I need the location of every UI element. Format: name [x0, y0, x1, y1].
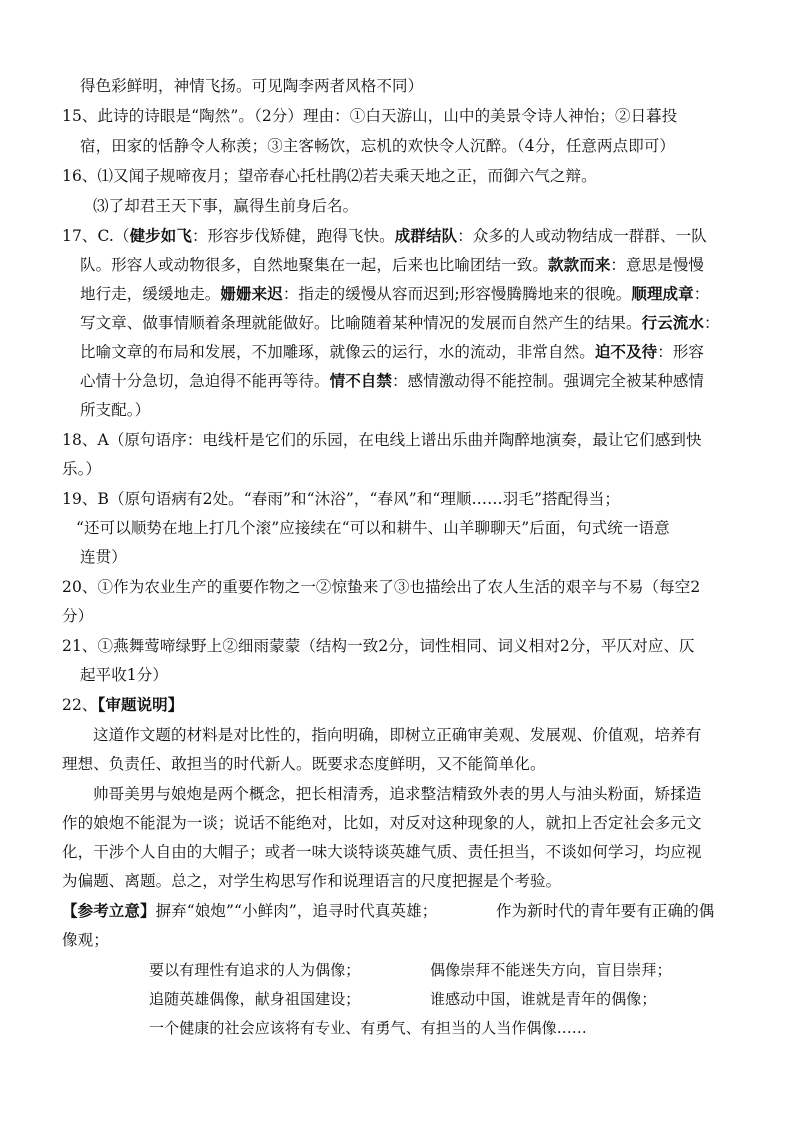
idea-item: 偶像崇拜不能迷失方向，盲目崇拜；	[430, 961, 672, 979]
text: 比喻文章的布局和发展，不加雕琢，就像云的运行，水的流动，非常自然。	[80, 343, 595, 361]
paragraph-line: 理想、负责任、敢担当的时代新人。既要求态度鲜明，又不能简单化。	[62, 755, 546, 773]
text: 地行走，缓缓地走。	[80, 285, 221, 303]
answer-16-line-1: 16、⑴又闻子规啼夜月；望帝春心托杜鹃⑵若夫乘天地之正，而御六气之辩。	[62, 167, 597, 185]
reference-ideas-line-2: 像观；	[62, 931, 109, 949]
answer-20-line-2: 分）	[62, 607, 94, 625]
answer-22-heading	[62, 695, 183, 715]
reference-ideas-line-1b: 作为新时代的青年要有正确的偶	[496, 902, 715, 920]
text-line: 得色彩鲜明，神情飞扬。可见陶李两者风格不同）	[80, 77, 424, 95]
answer-19-line-3: 连贯）	[80, 548, 127, 566]
idiom-term: 迫不及待	[594, 342, 658, 361]
text: ：众多的人或动物结成一群群、一队	[457, 227, 707, 245]
idiom-term: 情不自禁	[329, 371, 393, 390]
idiom-term: 行云流水	[641, 313, 705, 332]
text: ：	[693, 285, 710, 303]
answer-17-line-6	[80, 371, 704, 391]
idiom-term: 顺理成章	[631, 284, 694, 303]
text: ：感情激动得不能控制。强调完全被某种感情	[392, 372, 705, 390]
answer-17-line-1	[62, 226, 707, 246]
answer-17-line-7: 所支配。）	[80, 401, 151, 419]
section-heading: 【审题说明】	[97, 695, 184, 714]
paragraph-line: 这道作文题的材料是对比性的，指向明确，即树立正确审美观、发展观、价值观，培养有	[93, 726, 702, 744]
idiom-term: 姗姗来迟	[220, 284, 283, 303]
text: 心情十分急切，急迫得不能再等待。	[80, 372, 330, 390]
answer-21-line-2: 起平收1分）	[80, 666, 168, 684]
idea-item: 一个健康的社会应该将有专业、有勇气、有担当的人当作偶像……	[149, 1019, 587, 1037]
paragraph-line: 为偏题、离题。总之，对学生构思写作和说理语言的尺度把握是个考验。	[62, 872, 562, 890]
text: ：形容	[657, 343, 705, 361]
answer-15-line-2: 宿，田家的恬静令人称羡；③主客畅饮，忘机的欢快令人沉醉。（4分，任意两点即可）	[80, 137, 676, 155]
answer-17-line-2	[80, 255, 704, 275]
section-heading: 【参考立意】	[62, 901, 156, 920]
idea-item: 要以有理性有追求的人为偶像；	[149, 961, 361, 979]
answer-18-line-2: 乐。）	[62, 460, 102, 478]
idea-item: 追随英雄偶像，献身祖国建设；	[149, 990, 361, 1008]
answer-17-line-5	[80, 342, 704, 362]
answer-15-line-1: 15、此诗的诗眼是“陶然”。（2分）理由：①白天游山，山中的美景令诗人神怡；②日暮投	[62, 107, 678, 125]
reference-ideas-line-1	[62, 901, 437, 921]
answer-17-line-4	[80, 313, 720, 333]
text: ：意思是慢慢	[610, 256, 705, 274]
text: 22、	[62, 696, 98, 714]
paragraph-line: 化，干涉个人自由的大帽子；或者一味大谈特谈英雄气质、责任担当，不谈如何学习，均应视	[62, 843, 702, 861]
answer-19-line-1: 19、B（原句语病有2处。“春雨”和“沐浴”，“春风”和“理顺……羽毛”搭配得当；	[62, 490, 620, 508]
idiom-term: 成群结队	[394, 226, 458, 245]
answer-18-line-1: 18、A（原句语序：电线杆是它们的乐园，在电线上谱出乐曲并陶醉地演奏，最让它们感到快	[62, 431, 702, 449]
answer-20-line-1: 20、①作为农业生产的重要作物之一②惊蛰来了③也描绘出了农人生活的艰辛与不易（每空2	[62, 578, 701, 596]
paragraph-line: 作的娘炮不能混为一谈；说话不能绝对，比如，对反对这种现象的人，就扣上否定社会多元文	[62, 814, 702, 832]
text: ：指走的缓慢从容而迟到;形容慢腾腾地来的很晚。	[282, 285, 632, 303]
text: 摒弃“娘炮”“小鲜肉”，追寻时代真英雄；	[155, 902, 438, 920]
answer-21-line-1: 21、①燕舞莺啼绿野上②细雨蒙蒙（结构一致2分，词性相同、词义相对2分，平仄对应、仄	[62, 637, 695, 655]
paragraph-line: 帅哥美男与娘炮是两个概念，把长相清秀，追求整洁精致外表的男人与油头粉面，矫揉造	[93, 785, 702, 803]
idiom-term: 健步如飞	[129, 226, 192, 245]
text: 队。形容人或动物很多，自然地聚集在一起，后来也比喻团结一致。	[80, 256, 549, 274]
answer-16-line-2: ⑶了却君王天下事，赢得生前身后名。	[93, 197, 359, 215]
text: 写文章、做事情顺着条理就能做好。比喻随着某种情况的发展而自然产生的结果。	[80, 314, 642, 332]
idea-item: 谁感动中国，谁就是青年的偶像；	[430, 990, 657, 1008]
answer-17-line-3	[80, 284, 709, 304]
text: ：	[704, 314, 720, 332]
text: 17、C.（	[62, 227, 130, 245]
answer-19-line-2: “还可以顺势在地上打几个滚”应接续在“可以和耕牛、山羊聊聊天”后面，句式统一语意	[76, 519, 670, 537]
text: ：形容步伐矫健，跑得飞快。	[191, 227, 395, 245]
idiom-term: 款款而来	[548, 255, 611, 274]
